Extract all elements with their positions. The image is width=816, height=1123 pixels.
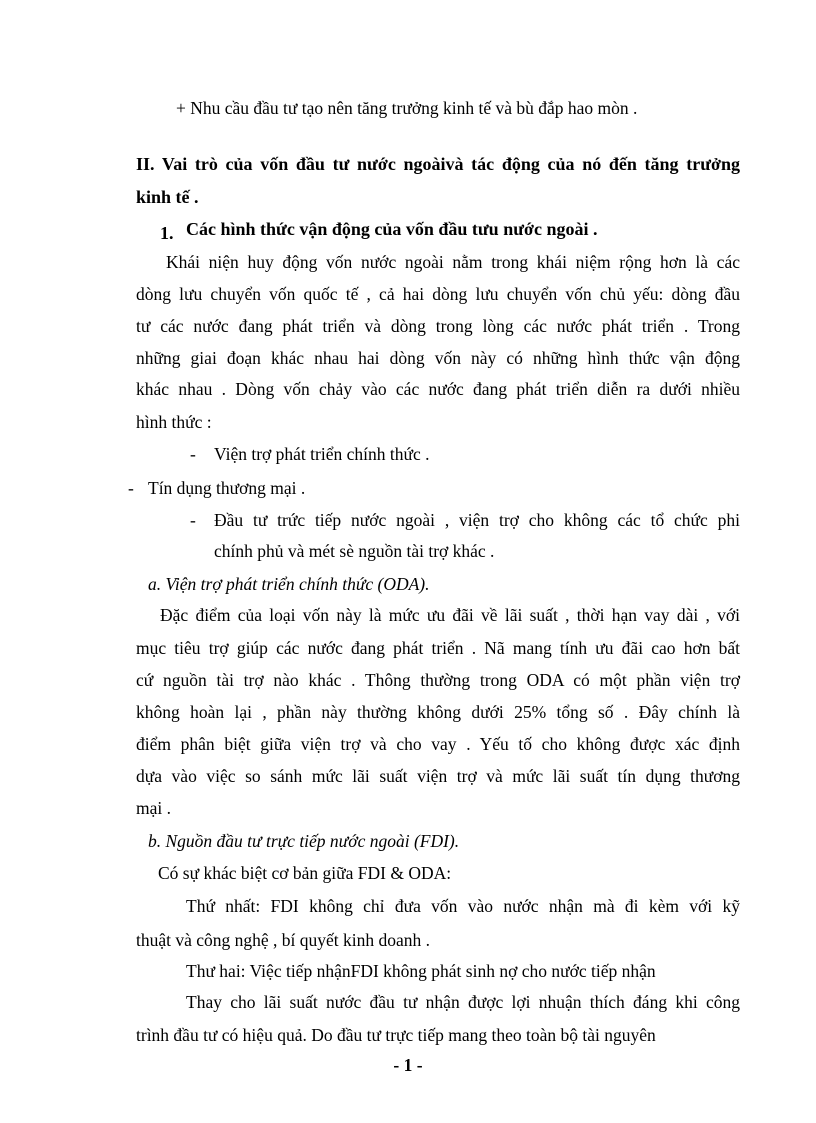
section-heading-line-2: kinh tế .	[136, 187, 199, 207]
paragraph-line: mục tiêu trợ giúp các nước đang phát triển . Nã mang tính ưu đãi cao hơn bất	[136, 638, 740, 658]
final-paragraph-line-2: trình đầu tư có hiệu quả. Do đầu tư trực tiếp mang theo toàn bộ tài nguyên	[136, 1025, 656, 1045]
section-heading-line-1: II. Vai trò của vốn đầu tư nước ngoàivà tác động của nó đến tăng trưởng	[136, 154, 740, 174]
difference-line: Có sự khác biệt cơ bản giữa FDI & ODA:	[158, 863, 452, 883]
bullet-dash: -	[190, 444, 196, 464]
bullet-dash: -	[128, 478, 134, 498]
second-point-line: Thư hai: Việc tiếp nhậnFDI không phát sinh nợ cho nước tiếp nhận	[186, 961, 656, 981]
paragraph-line: tư các nước đang phát triển và dòng trong lòng các nước phát triển . Trong	[136, 316, 740, 336]
paragraph-line: cứ nguồn tài trợ nào khác . Thông thường trong ODA có một phần viện trợ	[136, 670, 740, 690]
subheading-oda: a. Viện trợ phát triển chính thức (ODA).	[148, 574, 430, 594]
bullet-item-fdi-line-2: chính phủ và mét sè nguồn tài trợ khác .	[214, 541, 495, 561]
subsection-title: Các hình thức vận động của vốn đầu tưu nước ngoài .	[186, 219, 598, 239]
paragraph-line: Khái niện huy động vốn nước ngoài nằm trong khái niệm rộng hơn là các	[166, 252, 740, 272]
bullet-dash: -	[190, 510, 196, 530]
paragraph-line: những giai đoạn khác nhau hai dòng vốn này có những hình thức vận động	[136, 348, 740, 368]
bullet-item-credit: Tín dụng thương mại .	[148, 478, 306, 498]
page-number: - 1 -	[393, 1055, 423, 1075]
paragraph-line: Đặc điểm của loại vốn này là mức ưu đãi về lãi suất , thời hạn vay dài , với	[160, 605, 740, 625]
paragraph-line: không hoàn lại , phần này thường không dưới 25% tổng số . Đây chính là	[136, 702, 740, 722]
paragraph-line: hình thức :	[136, 412, 212, 432]
paragraph-line: điểm phân biệt giữa viện trợ và cho vay . Yếu tố cho không được xác định	[136, 734, 740, 754]
bullet-item-fdi-line-1: Đầu tư trức tiếp nước ngoài , viện trợ cho không các tổ chức phi	[214, 510, 740, 530]
final-paragraph-line-1: Thay cho lãi suất nước đầu tư nhận được lợi nhuận thích đáng khi công	[186, 992, 740, 1012]
first-point-line-1: Thứ nhất: FDI không chỉ đưa vốn vào nước nhận mà đi kèm với kỹ	[186, 896, 740, 916]
paragraph-line: dòng lưu chuyển vốn quốc tế , cả hai dòng lưu chuyển vốn chủ yếu: dòng đầu	[136, 284, 740, 304]
paragraph-line: khác nhau . Dòng vốn chảy vào các nước đang phát triển diễn ra dưới nhiều	[136, 379, 740, 399]
bullet-item-oda: Viện trợ phát triển chính thức .	[214, 444, 430, 464]
paragraph-line: dựa vào việc so sánh mức lãi suất viện trợ và mức lãi suất tín dụng thương	[136, 766, 740, 786]
paragraph-line: mại .	[136, 798, 171, 818]
first-point-line-2: thuật và công nghệ , bí quyết kinh doanh .	[136, 930, 431, 950]
intro-line: + Nhu cầu đầu tư tạo nên tăng trưởng kinh tế và bù đắp hao mòn .	[176, 98, 638, 118]
subsection-number: 1.	[160, 223, 174, 243]
subheading-fdi: b. Nguồn đầu tư trực tiếp nước ngoài (FDI).	[148, 831, 460, 851]
